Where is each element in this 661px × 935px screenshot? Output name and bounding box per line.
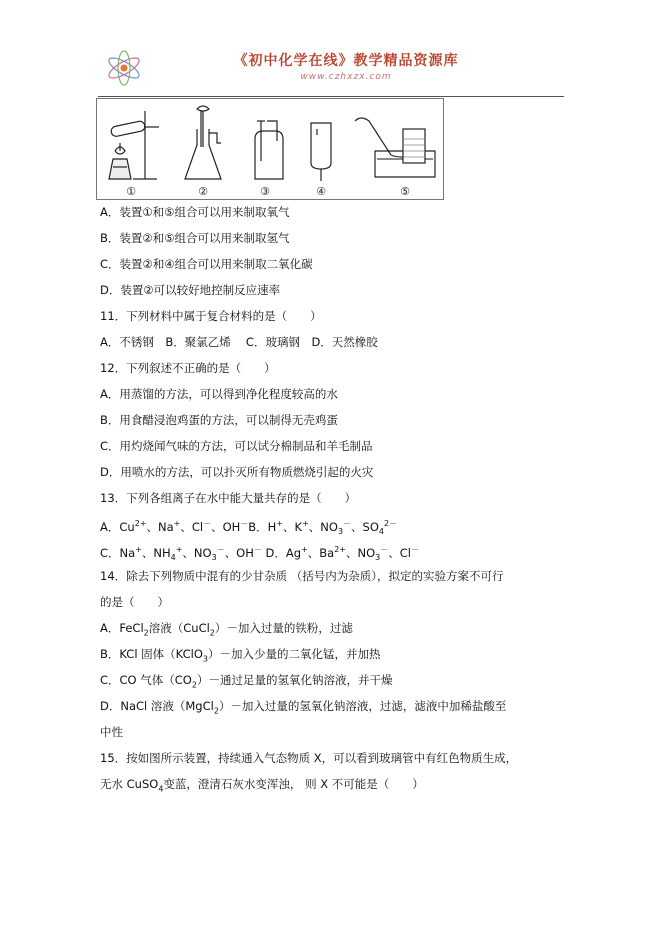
figure-label-1: ①	[126, 185, 136, 198]
q10-option-a: A．装置①和⑤组合可以用来制取氧气	[100, 205, 290, 219]
q13-options-cd: C．Na+、$NH_4^+$、$NO_3^-$、OH－ D．Ag+、$Ba^{2+}$、$NO_3^-$、Cl－	[100, 545, 419, 563]
apparatus-2-flask-icon	[185, 106, 221, 179]
q12-option-a: A．用蒸馏的方法，可以得到净化程度较高的水	[100, 387, 338, 401]
q12-option-d: D．用喷水的方法，可以扑灭所有物质燃烧引起的火灾	[100, 465, 374, 479]
header-divider	[98, 96, 564, 97]
header-url: www.czhxzx.com	[300, 72, 392, 82]
q14-option-a: A．FeCl$_2$溶液（CuCl$_2$）－加入过量的铁粉，过滤	[100, 621, 353, 638]
q12-option-b: B．用食醋浸泡鸡蛋的方法，可以制得无壳鸡蛋	[100, 413, 338, 427]
q12-stem: 12．下列叙述不正确的是（ ）	[100, 361, 276, 375]
q14-option-d-cont: 中性	[100, 725, 123, 739]
q11-options: A．不锈钢 B．聚氯乙烯 C．玻璃钢 D．天然橡胶	[100, 335, 378, 349]
figure-label-2: ②	[198, 185, 208, 198]
q10-option-b: B．装置②和⑤组合可以用来制取氢气	[100, 231, 290, 245]
apparatus-diagram	[97, 99, 443, 199]
q14-option-b: B．KCl 固体（KClO$_3$）－加入少量的二氧化锰，并加热	[100, 647, 381, 664]
q13-options-ab: A．$Cu^{2+}$、Na+、Cl－、OH－B．H+、K+、$NO_3^-$、$SO_4^{2-}$	[100, 519, 398, 537]
q14-stem-line2: 的是（ ）	[100, 595, 169, 609]
apparatus-5-water-trough-icon	[355, 118, 435, 177]
q10-option-d: D．装置②可以较好地控制反应速率	[100, 283, 281, 297]
figure-label-5: ⑤	[400, 185, 410, 198]
apparatus-figure	[96, 98, 444, 200]
q14-option-d: D．NaCl 溶液（MgCl$_2$）－加入过量的氢氧化钠溶液，过滤，滤液中加稀盐酸至	[100, 699, 507, 716]
q12-option-c: C．用灼烧闻气味的方法，可以试分棉制品和羊毛制品	[100, 439, 373, 453]
q14-option-c: C．CO 气体$(CO_2)-$通过足量的氢氧化钠溶液，并干燥	[100, 673, 393, 690]
header-title: 《初中化学在线》教学精品资源库	[233, 53, 459, 69]
apparatus-4-collection-icon	[311, 123, 331, 181]
q11-stem: 11．下列材料中属于复合材料的是（ ）	[100, 309, 322, 323]
apparatus-1-heating-icon	[109, 111, 159, 179]
q10-option-c: C．装置②和④组合可以用来制取二氧化碳	[100, 257, 313, 271]
header-banner	[98, 38, 564, 96]
figure-label-3: ③	[260, 185, 270, 198]
q14-stem-line1: 14．除去下列物质中混有的少甘杂质 （括号内为杂质），拟定的实验方案不可行	[100, 569, 504, 583]
q15-stem-line1: 15．按如图所示装置，持续通入气态物质 X，可以看到玻璃管中有红色物质生成，	[100, 751, 518, 765]
q13-stem: 13．下列各组离子在水中能大量共存的是（ ）	[100, 491, 357, 505]
apparatus-3-gas-bottle-icon	[255, 121, 283, 179]
q15-stem-line2: 无水 CuSO$_4$变蓝，澄清石灰水变浑浊， 则 X 不可能是（ ）	[100, 777, 424, 794]
figure-label-4: ④	[316, 185, 326, 198]
